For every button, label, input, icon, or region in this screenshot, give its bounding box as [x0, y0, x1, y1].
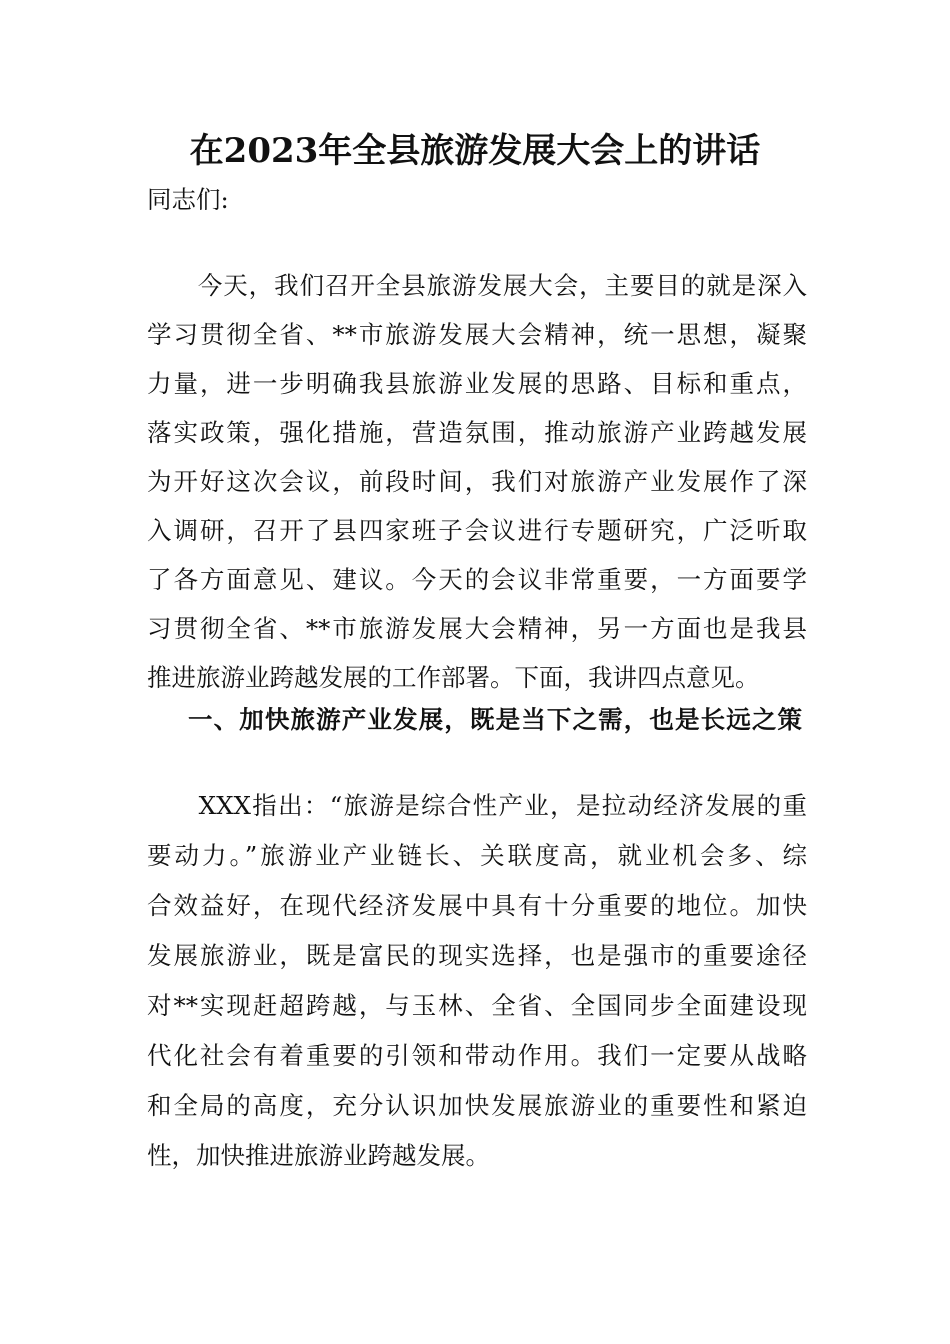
paragraph-2-line: 和全局的高度，充分认识加快发展旅游业的重要性和紧迫 [147, 1091, 807, 1120]
paragraph-1-line: 推进旅游业跨越发展的工作部署。下面，我讲四点意见。 [147, 663, 760, 692]
document-title: 在2023年全县旅游发展大会上的讲话 [189, 131, 761, 171]
paragraph-2-line: XXX指出：“旅游是综合性产业，是拉动经济发展的重 [147, 791, 807, 820]
paragraph-2-line: 性，加快推进旅游业跨越发展。 [147, 1141, 490, 1170]
paragraph-1-line: 今天，我们召开全县旅游发展大会，主要目的就是深入 [147, 271, 807, 300]
paragraph-2-line: 合效益好，在现代经济发展中具有十分重要的地位。加快 [147, 891, 807, 920]
paragraph-1-line: 落实政策，强化措施，营造氛围，推动旅游产业跨越发展 [147, 418, 807, 447]
salutation: 同志们: [147, 185, 229, 214]
section-heading-1: 一、加快旅游产业发展，既是当下之需，也是长远之策 [188, 705, 802, 734]
paragraph-2-line: 要动力。”旅游业产业链长、关联度高，就业机会多、综 [147, 841, 807, 870]
paragraph-2-line: 代化社会有着重要的引领和带动作用。我们一定要从战略 [147, 1041, 807, 1070]
paragraph-1-line: 入调研，召开了县四家班子会议进行专题研究，广泛听取 [147, 516, 807, 545]
paragraph-1-line: 力量，进一步明确我县旅游业发展的思路、目标和重点， [147, 369, 807, 398]
paragraph-1-line: 习贯彻全省、**市旅游发展大会精神，另一方面也是我县 [147, 614, 807, 643]
paragraph-2-line: 对**实现赶超跨越，与玉林、全省、全国同步全面建设现 [147, 991, 807, 1020]
paragraph-1-line: 了各方面意见、建议。今天的会议非常重要，一方面要学 [147, 565, 807, 594]
paragraph-1-line: 学习贯彻全省、**市旅游发展大会精神，统一思想，凝聚 [147, 320, 807, 349]
paragraph-1-line: 为开好这次会议，前段时间，我们对旅游产业发展作了深 [147, 467, 807, 496]
paragraph-2-line: 发展旅游业，既是富民的现实选择，也是强市的重要途径 [147, 941, 807, 970]
